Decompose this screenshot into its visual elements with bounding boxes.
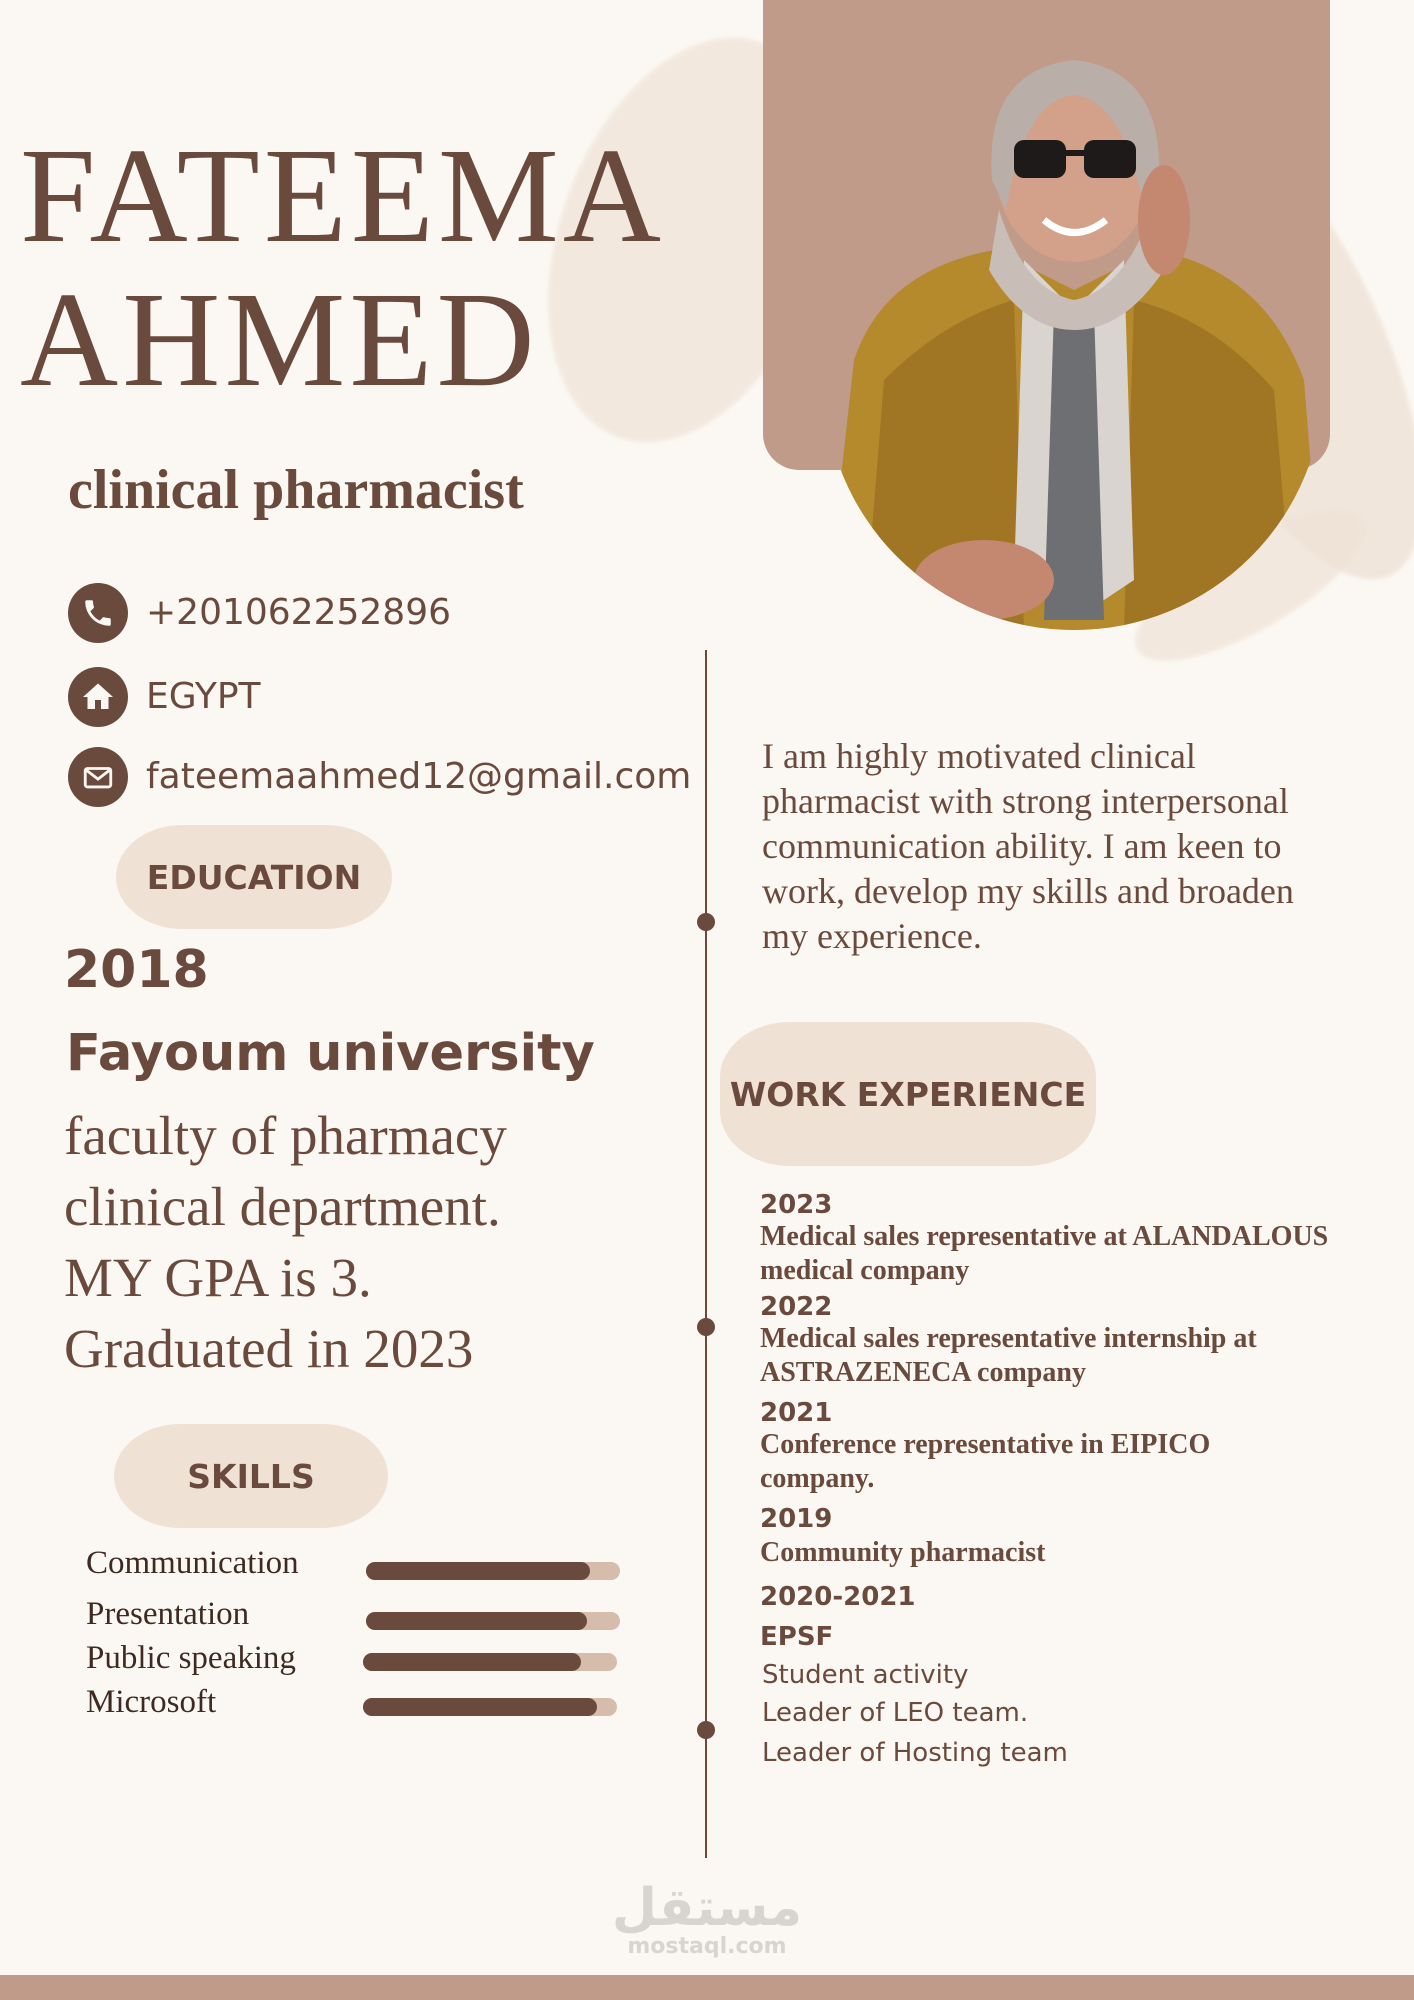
timeline-line — [705, 650, 707, 1858]
job-description: Medical sales representative at ALANDALOUS medical company — [760, 1221, 1329, 1286]
timeline-dot — [697, 1318, 715, 1336]
skill-label: Communication — [86, 1545, 299, 1581]
education-school: Fayoum university — [66, 1024, 595, 1083]
skill-label: Microsoft — [86, 1684, 217, 1720]
name-first: FATEEMA — [20, 121, 666, 271]
skill-label: Public speaking — [86, 1640, 296, 1676]
mail-icon — [68, 747, 128, 807]
work-experience-heading: WORK EXPERIENCE — [720, 1022, 1096, 1166]
location-text: EGYPT — [146, 676, 261, 717]
watermark-latin: mostaql.com — [627, 1934, 787, 1959]
education-heading: EDUCATION — [116, 825, 392, 929]
education-line: faculty of pharmacy — [64, 1105, 507, 1166]
bottom-bar — [0, 1975, 1414, 2000]
skill-bar-fill — [366, 1562, 590, 1580]
activity-year: 2020-2021 — [760, 1582, 916, 1612]
activity-line: Leader of Hosting team — [762, 1738, 1068, 1768]
phone-icon — [68, 583, 128, 643]
job-description: Conference representative in EIPICO company. — [760, 1429, 1211, 1494]
watermark-logo — [0, 1878, 1414, 1959]
job-year: 2019 — [760, 1504, 833, 1534]
timeline-dot — [697, 1721, 715, 1739]
skill-bar — [366, 1612, 620, 1630]
profile-summary: I am highly motivated clinical pharmacist with strong interpersonal communication ability. I am keen to work, develop my skills and broaden my experience. — [762, 736, 1294, 956]
skill-bar-fill — [366, 1612, 587, 1630]
activity-organization: EPSF — [760, 1622, 834, 1652]
job-year: 2022 — [760, 1292, 833, 1322]
job-year: 2023 — [760, 1190, 833, 1220]
job-year: 2021 — [760, 1398, 833, 1428]
skill-bar — [363, 1698, 617, 1716]
job-description: Community pharmacist — [760, 1537, 1046, 1568]
skill-bar — [366, 1562, 620, 1580]
skill-bar-fill — [363, 1698, 597, 1716]
timeline-dot — [697, 913, 715, 931]
job-description: Medical sales representative internship at ASTRAZENECA company — [760, 1323, 1257, 1388]
skills-heading: SKILLS — [114, 1424, 388, 1528]
skill-bar-fill — [363, 1653, 581, 1671]
activity-line: Student activity — [762, 1660, 969, 1690]
skill-label: Presentation — [86, 1596, 250, 1632]
email-address[interactable]: fateemaahmed12@gmail.com — [146, 756, 692, 797]
watermark-arabic: مستقل — [611, 1878, 803, 1938]
skill-bar — [363, 1653, 617, 1671]
profile-photo-illustration — [824, 60, 1324, 630]
education-line: clinical department. — [64, 1176, 501, 1237]
profile-photo — [824, 60, 1324, 630]
name-last: AHMED — [20, 265, 539, 415]
job-title: clinical pharmacist — [68, 459, 524, 521]
education-year: 2018 — [64, 940, 209, 1000]
education-line: MY GPA is 3. — [64, 1247, 372, 1308]
activity-line: Leader of LEO team. — [762, 1698, 1029, 1728]
home-icon — [68, 667, 128, 727]
phone-number[interactable]: +201062252896 — [146, 592, 452, 633]
education-line: Graduated in 2023 — [64, 1318, 474, 1379]
